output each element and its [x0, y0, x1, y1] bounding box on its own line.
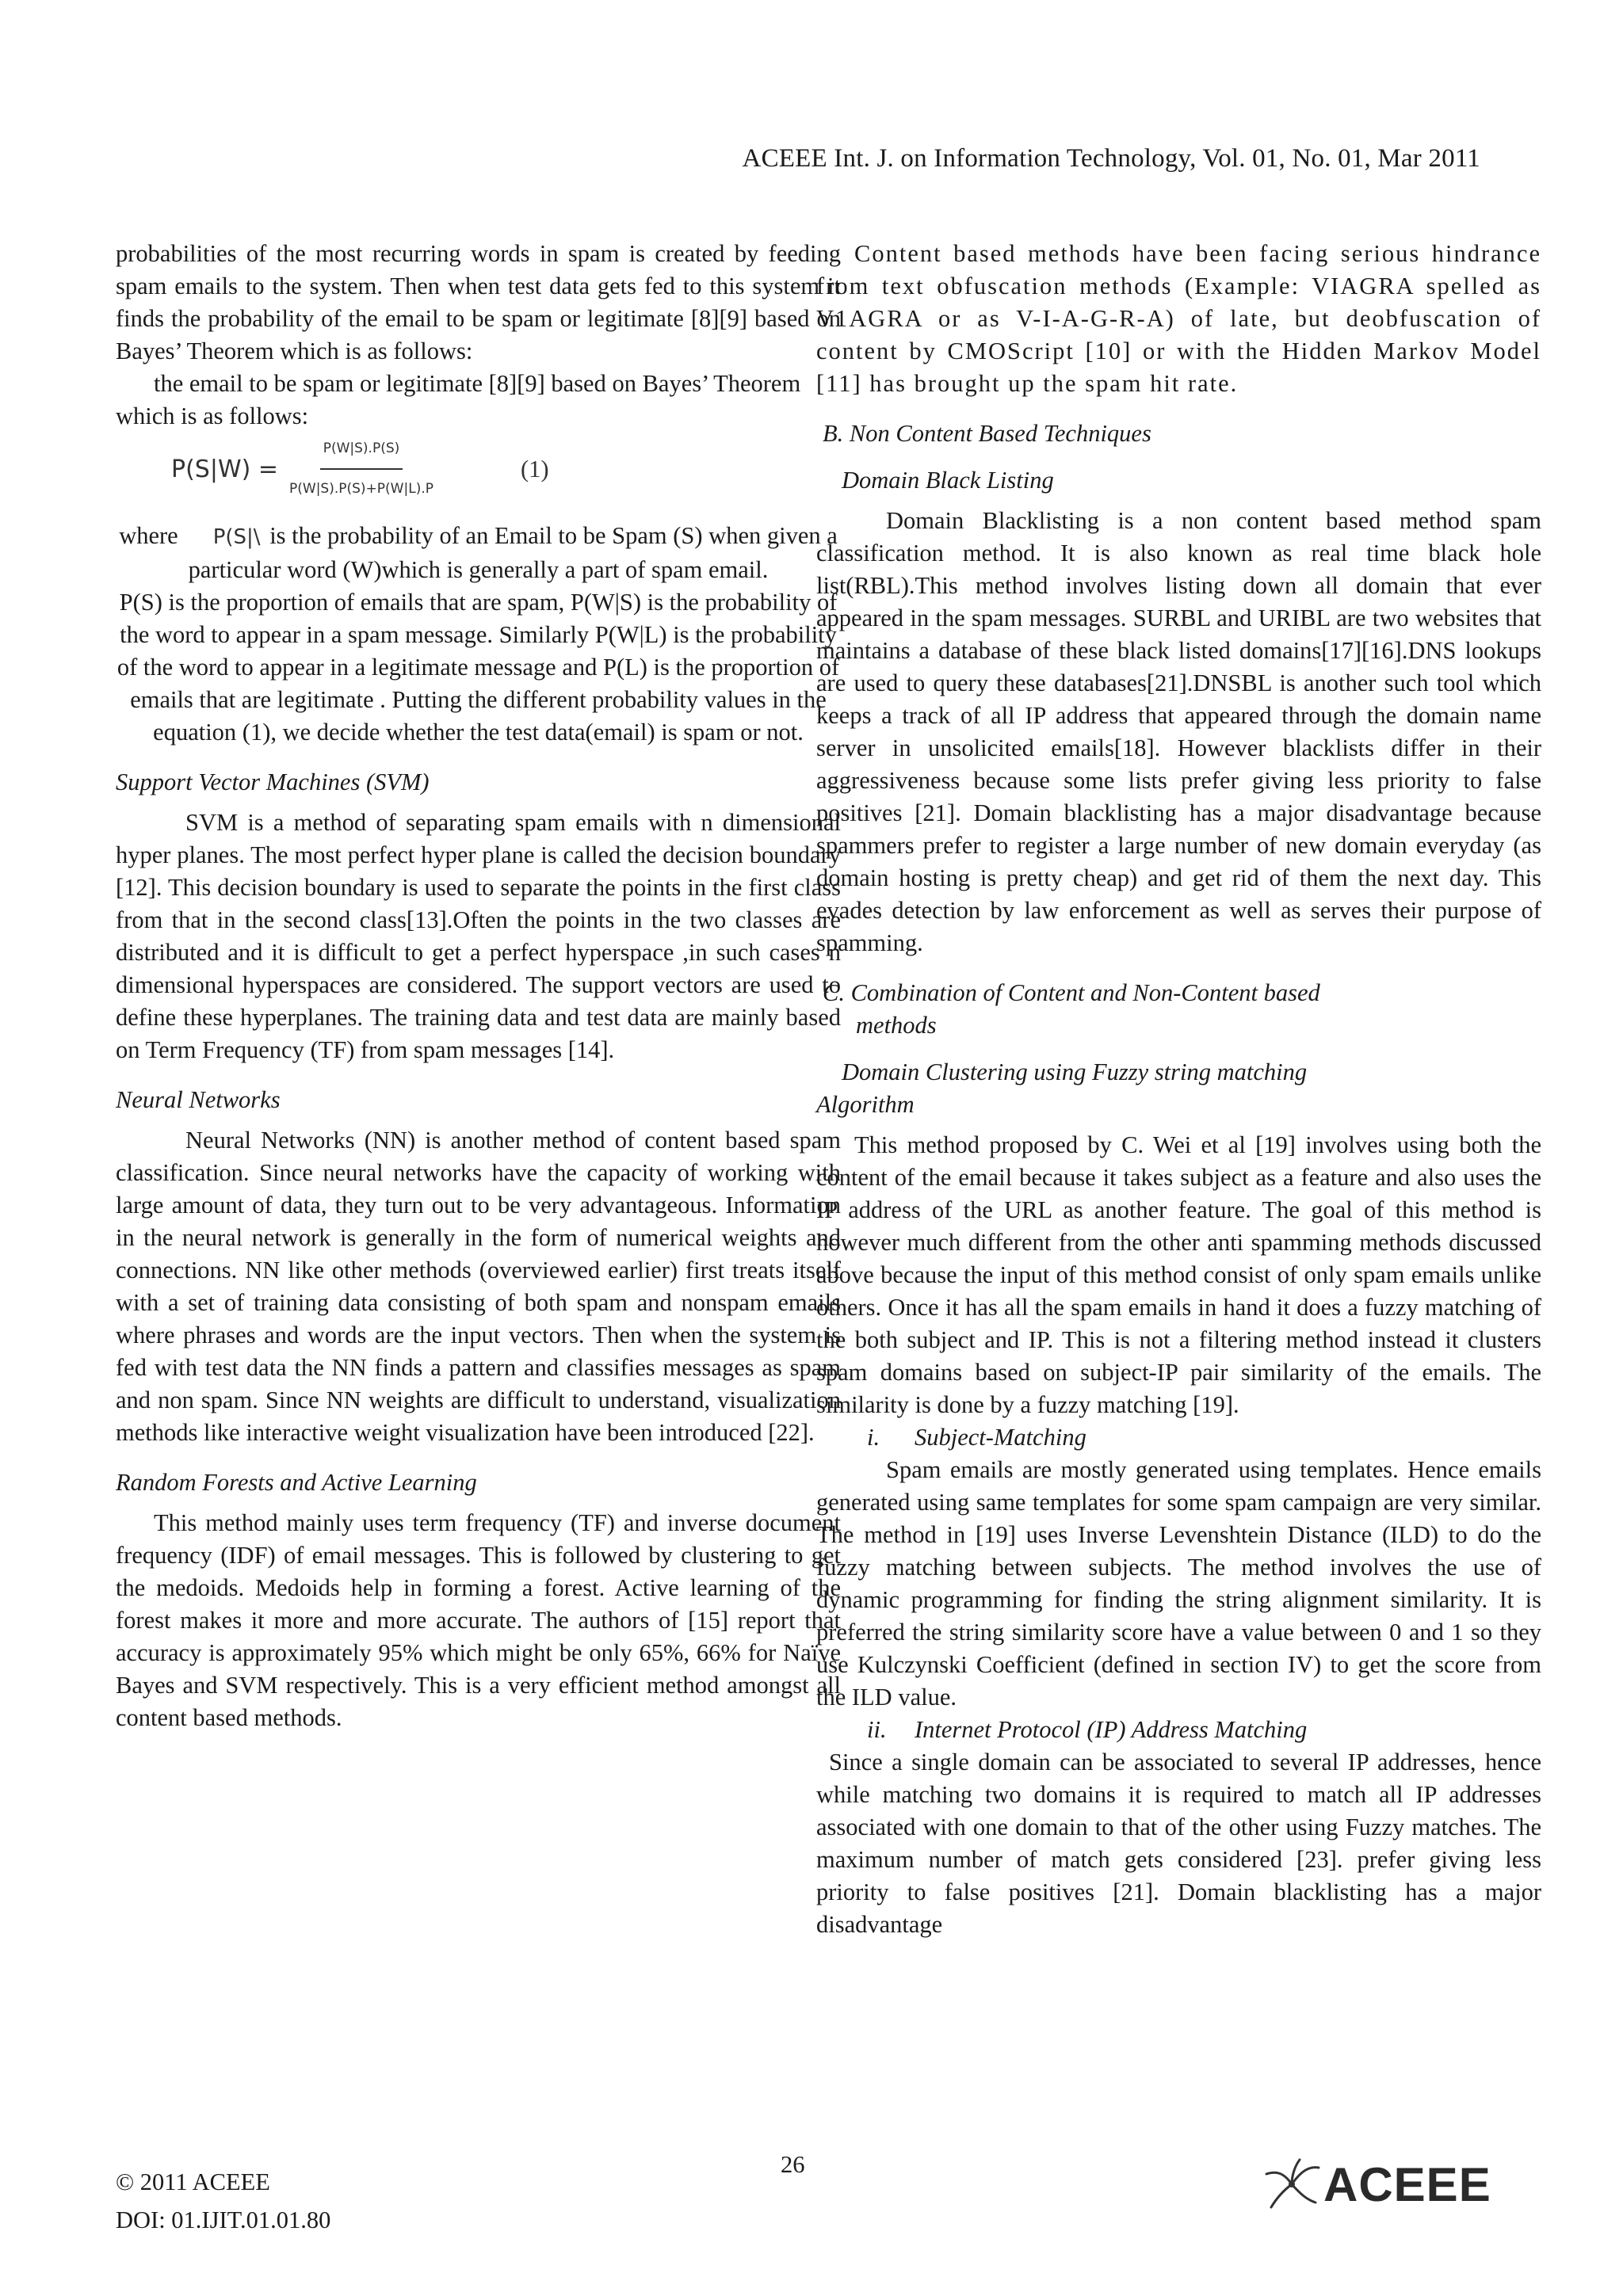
- copyright: © 2011 ACEEE: [116, 2168, 270, 2195]
- heading-domain-black-listing: Domain Black Listing: [842, 467, 1054, 494]
- heading-svm: Support Vector Machines (SVM): [116, 769, 430, 795]
- doi: DOI: 01.IJIT.01.01.80: [116, 2206, 331, 2233]
- roman-numeral-ii: ii.: [867, 1716, 887, 1743]
- aceee-logo-text: ACEEE: [1323, 2157, 1491, 2211]
- paragraph-subject-matching: Spam emails are mostly generated using templates. Hence emails generated using same templates for some spam campaign are very similar. The method in [19] uses Inverse Levenshtein Distance (ILD) to do the fuzzy matching between subjects. The method involves the use of dynamic programming for finding the string alignment similarity. It is preferred the string similarity score have a value between 0 and 1 so they use Kulczynski Coefficient (defined in section IV) to get the score from the ILD value.: [816, 1456, 1541, 1711]
- paragraph-domain-blacklisting: Domain Blacklisting is a non content based method spam classification method. It is also known as real time black hole list(RBL).This method involves listing down all domain that ever appeared in the spam messages. SURBL and URIBL are two websites that maintains a database of these black listed domains[17][16].DNS lookups are used to query these databases[21].DNSBL is another such tool which keeps a track of all IP address that appeared through the domain name server in unsolicited emails[18]. However blacklists differ in their aggressiveness because some lists prefer giving less priority to false positives [21]. Domain blacklisting has a major disadvantage because spammers prefer to register a large number of new domain everyday (as domain hosting is pretty cheap) and get rid of them the next day. This evades detection by law enforcement as well as serves their purpose of spamming.: [816, 507, 1541, 956]
- paragraph-bayes-intro: probabilities of the most recurring words in spam is created by feeding spam emails to the system. Then when test data gets fed to this system it finds the probability of the email to be spam or legitimate [8][9] based on Bayes’ Theorem which is as follows:: [116, 240, 841, 364]
- paragraph-probabilities: P(S) is the proportion of emails that are spam, P(W|S) is the probability of the word to appear in a spam message. Similarly P(W|L) is the probability of the word to appear in a legitimate message and P(L) is the proportion of emails that are legitimate . Putting the different probability values in the equation (1), we decide whether the test data(email) is spam or not.: [116, 589, 840, 746]
- footer-left: [116, 2163, 330, 2239]
- paragraph-neural-networks: Neural Networks (NN) is another method of content based spam classification. Since neural networks have the capacity of working with large amount of data, they turn out to be very advantageous. Information in the neural network is generally in the form of numerical weights and connections. NN like other methods (overviewed earlier) first treats itself with a set of training data consisting of both spam and nonspam emails where phrases and words are the input vectors. Then when the system is fed with test data the NN finds a pattern and classifies messages as spam and non spam. Since NN weights are difficult to understand, visualization methods like interactive weight visualization have been introduced [22].: [116, 1127, 841, 1446]
- heading-random-forests: Random Forests and Active Learning: [116, 1469, 477, 1496]
- formula-lhs: P(S|W) =: [171, 455, 278, 483]
- paragraph-domain-clustering: This method proposed by C. Wei et al [19] involves using both the content of the email because it takes subject as a feature and also uses the IP address of the URL as another feature. The goal of this method is however much different from the other anti spamming methods discussed above because the input of this method consist of only spam emails unlike others. Once it has all the spam emails in hand it does a fuzzy matching of the both subject and IP. This is not a filtering method instead it clusters spam domains based on subject-IP pair similarity of the emails. The similarity is done by a fuzzy matching [19].: [816, 1131, 1541, 1418]
- paragraph-where: [116, 520, 841, 586]
- heading-section-c-line1: C. Combination of Content and Non-Content based: [823, 979, 1320, 1006]
- roman-numeral-i: i.: [867, 1424, 880, 1451]
- page-number: 26: [781, 2151, 805, 2178]
- formula-denominator: P(W|S).P(S)+P(W|L).P: [289, 481, 433, 497]
- left-column: [116, 238, 841, 1734]
- subject-matching-label: Subject-Matching: [915, 1424, 1086, 1451]
- aceee-logo-icon: [1260, 2157, 1323, 2212]
- running-header: ACEEE Int. J. on Information Technology, Vol. 01, No. 01, Mar 2011: [742, 144, 1480, 173]
- heading-domain-clustering-line2: Algorithm: [816, 1091, 915, 1118]
- heading-domain-clustering: [816, 1056, 1541, 1121]
- where-text: is the probability of an Email to be Spam (S) when given a particular word (W)which is generally a part of spam email.: [188, 522, 838, 583]
- right-column: [816, 238, 1541, 1941]
- paragraph-random-forests: This method mainly uses term frequency (TF) and inverse document frequency (IDF) of email messages. This is followed by clustering to get the medoids. Medoids help in forming a forest. Active learning of the forest makes it more and more accurate. The authors of [15] report that accuracy is approximately 95% which might be only 65%, 66% for Naïve Bayes and SVM respectively. This is a very efficient method amongst all content based methods.: [116, 1509, 841, 1731]
- equation-number: (1): [520, 455, 549, 482]
- aceee-logo: [1260, 2157, 1491, 2212]
- where-word: where: [119, 522, 178, 549]
- heading-section-c: [816, 977, 1541, 1042]
- subheading-subject-matching: [816, 1421, 1541, 1454]
- formula-numerator: P(W|S).P(S): [320, 433, 403, 470]
- bayes-formula: [116, 433, 841, 505]
- formula-fraction: [289, 433, 433, 505]
- paragraph-bayes-repeat: the email to be spam or legitimate [8][9] based on Bayes’ Theorem which is as follows:: [116, 370, 801, 429]
- paragraph-obfuscation: Content based methods have been facing serious hindrance from text obfuscation methods (Example: VIAGRA spelled as V1AGRA or as V-I-A-G-R-A) of late, but deobfuscation of content by CMOScript [10] or with the Hidden Markov Model [11] has brought up the spam hit rate.: [816, 240, 1541, 397]
- heading-domain-clustering-line1: Domain Clustering using Fuzzy string matching: [842, 1058, 1308, 1085]
- paragraph-svm: SVM is a method of separating spam emails with n dimensional hyper planes. The most perfect hyper plane is called the decision boundary [12]. This decision boundary is used to separate the points in the first class from that in the second class[13].Often the points in the two classes are distributed and it is difficult to get a perfect hyperspace ,in such cases n dimensional hyperspaces are considered. The support vectors are used to define these hyperplanes. The training data and test data are mainly based on Term Frequency (TF) from spam messages [14].: [116, 809, 841, 1063]
- heading-section-c-line2: methods: [856, 1012, 937, 1039]
- heading-neural-networks: Neural Networks: [116, 1086, 281, 1113]
- where-symbol: P(S|\: [212, 525, 261, 549]
- paragraph-ip-matching: Since a single domain can be associated to several IP addresses, hence while matching two domains it is required to match all IP addresses associated with one domain to that of the other using Fuzzy matches. The maximum number of match gets considered [23]. prefer giving less priority to false positives [21]. Domain blacklisting has a major disadvantage: [816, 1749, 1541, 1938]
- subheading-ip-matching: [816, 1714, 1541, 1746]
- ip-matching-label: Internet Protocol (IP) Address Matching: [915, 1716, 1308, 1743]
- heading-section-b: B. Non Content Based Techniques: [823, 420, 1151, 447]
